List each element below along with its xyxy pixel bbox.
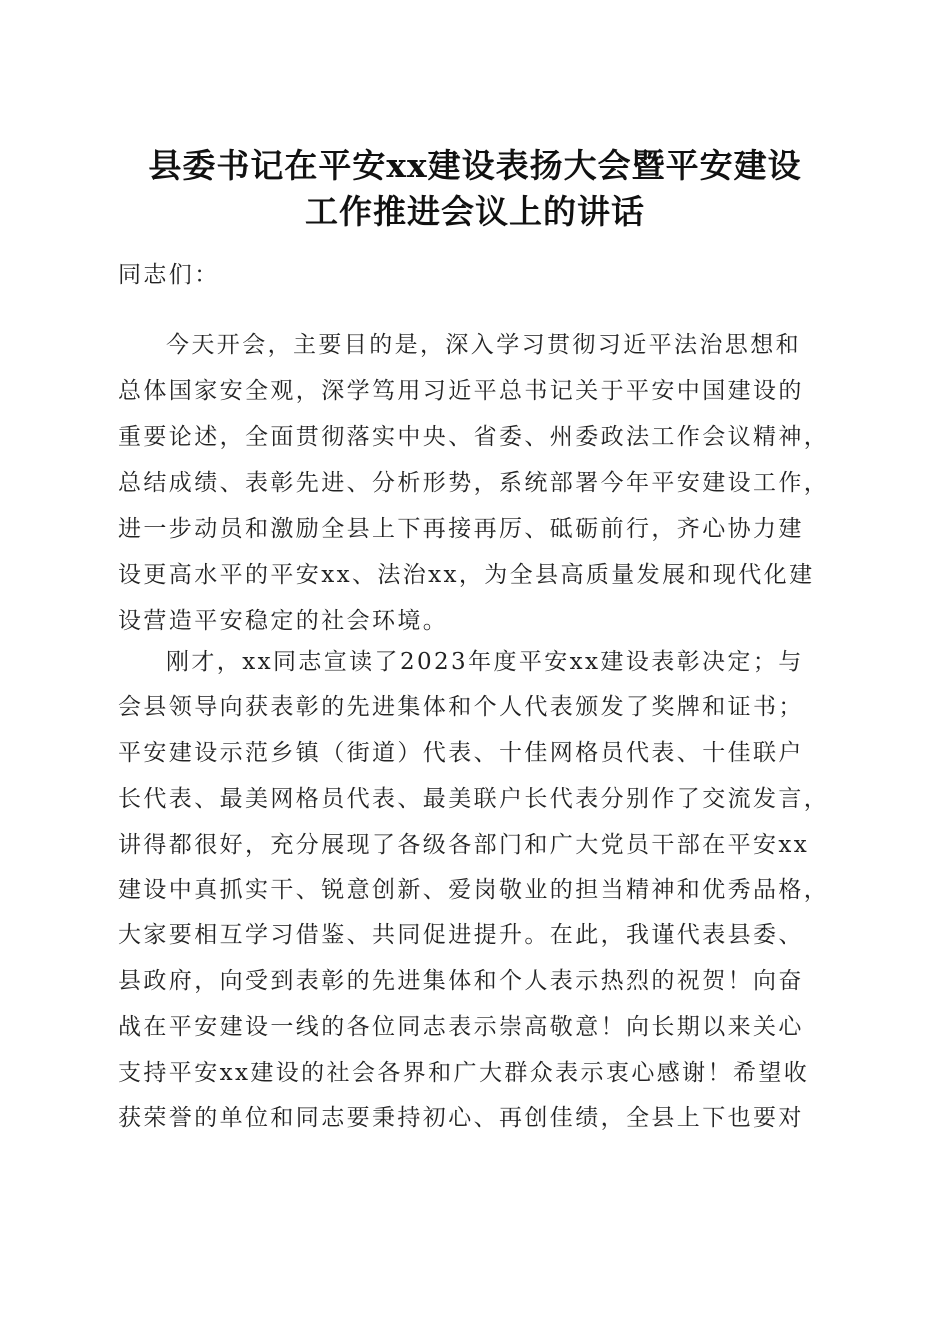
paragraph-1-line: 重要论述，全面贯彻落实中央、省委、州委政法工作会议精神， xyxy=(118,424,830,450)
paragraph-2-line: 支持平安xx建设的社会各界和广大群众表示衷心感谢！希望收 xyxy=(118,1060,810,1086)
paragraph-2-line: 平安建设示范乡镇（街道）代表、十佳网格员代表、十佳联户 xyxy=(118,740,804,766)
paragraph-1-line: 进一步动员和激励全县上下再接再厉、砥砺前行，齐心协力建 xyxy=(118,516,804,542)
paragraph-2-line: 刚才，xx同志宣读了2023年度平安xx建设表彰决定；与 xyxy=(166,649,804,675)
paragraph-2-line: 长代表、最美网格员代表、最美联户长代表分别作了交流发言， xyxy=(118,786,830,812)
paragraph-1-line: 总体国家安全观，深学笃用习近平总书记关于平安中国建设的 xyxy=(118,378,804,404)
paragraph-2-line: 县政府，向受到表彰的先进集体和个人表示热烈的祝贺！向奋 xyxy=(118,968,804,994)
paragraph-2-line: 大家要相互学习借鉴、共同促进提升。在此，我谨代表县委、 xyxy=(118,922,804,948)
paragraph-1-line: 总结成绩、表彰先进、分析形势，系统部署今年平安建设工作， xyxy=(118,470,830,496)
paragraph-2-line: 会县领导向获表彰的先进集体和个人代表颁发了奖牌和证书； xyxy=(118,694,804,720)
paragraph-2-line: 战在平安建设一线的各位同志表示崇高敬意！向长期以来关心 xyxy=(118,1014,804,1040)
document-title-line-1: 县委书记在平安xx建设表扬大会暨平安建设 xyxy=(148,146,802,185)
paragraph-1-line: 今天开会，主要目的是，深入学习贯彻习近平法治思想和 xyxy=(166,332,801,358)
paragraph-2-line: 讲得都很好，充分展现了各级各部门和广大党员干部在平安xx xyxy=(118,832,810,858)
paragraph-2-line: 建设中真抓实干、锐意创新、爱岗敬业的担当精神和优秀品格， xyxy=(118,877,830,903)
document-title-line-2: 工作推进会议上的讲话 xyxy=(305,192,645,231)
salutation: 同志们： xyxy=(118,262,220,288)
paragraph-2-line: 获荣誉的单位和同志要秉持初心、再创佳绩，全县上下也要对 xyxy=(118,1105,804,1131)
paragraph-1-line: 设营造平安稳定的社会环境。 xyxy=(118,608,449,634)
paragraph-1-line: 设更高水平的平安xx、法治xx，为全县高质量发展和现代化建 xyxy=(118,562,815,588)
